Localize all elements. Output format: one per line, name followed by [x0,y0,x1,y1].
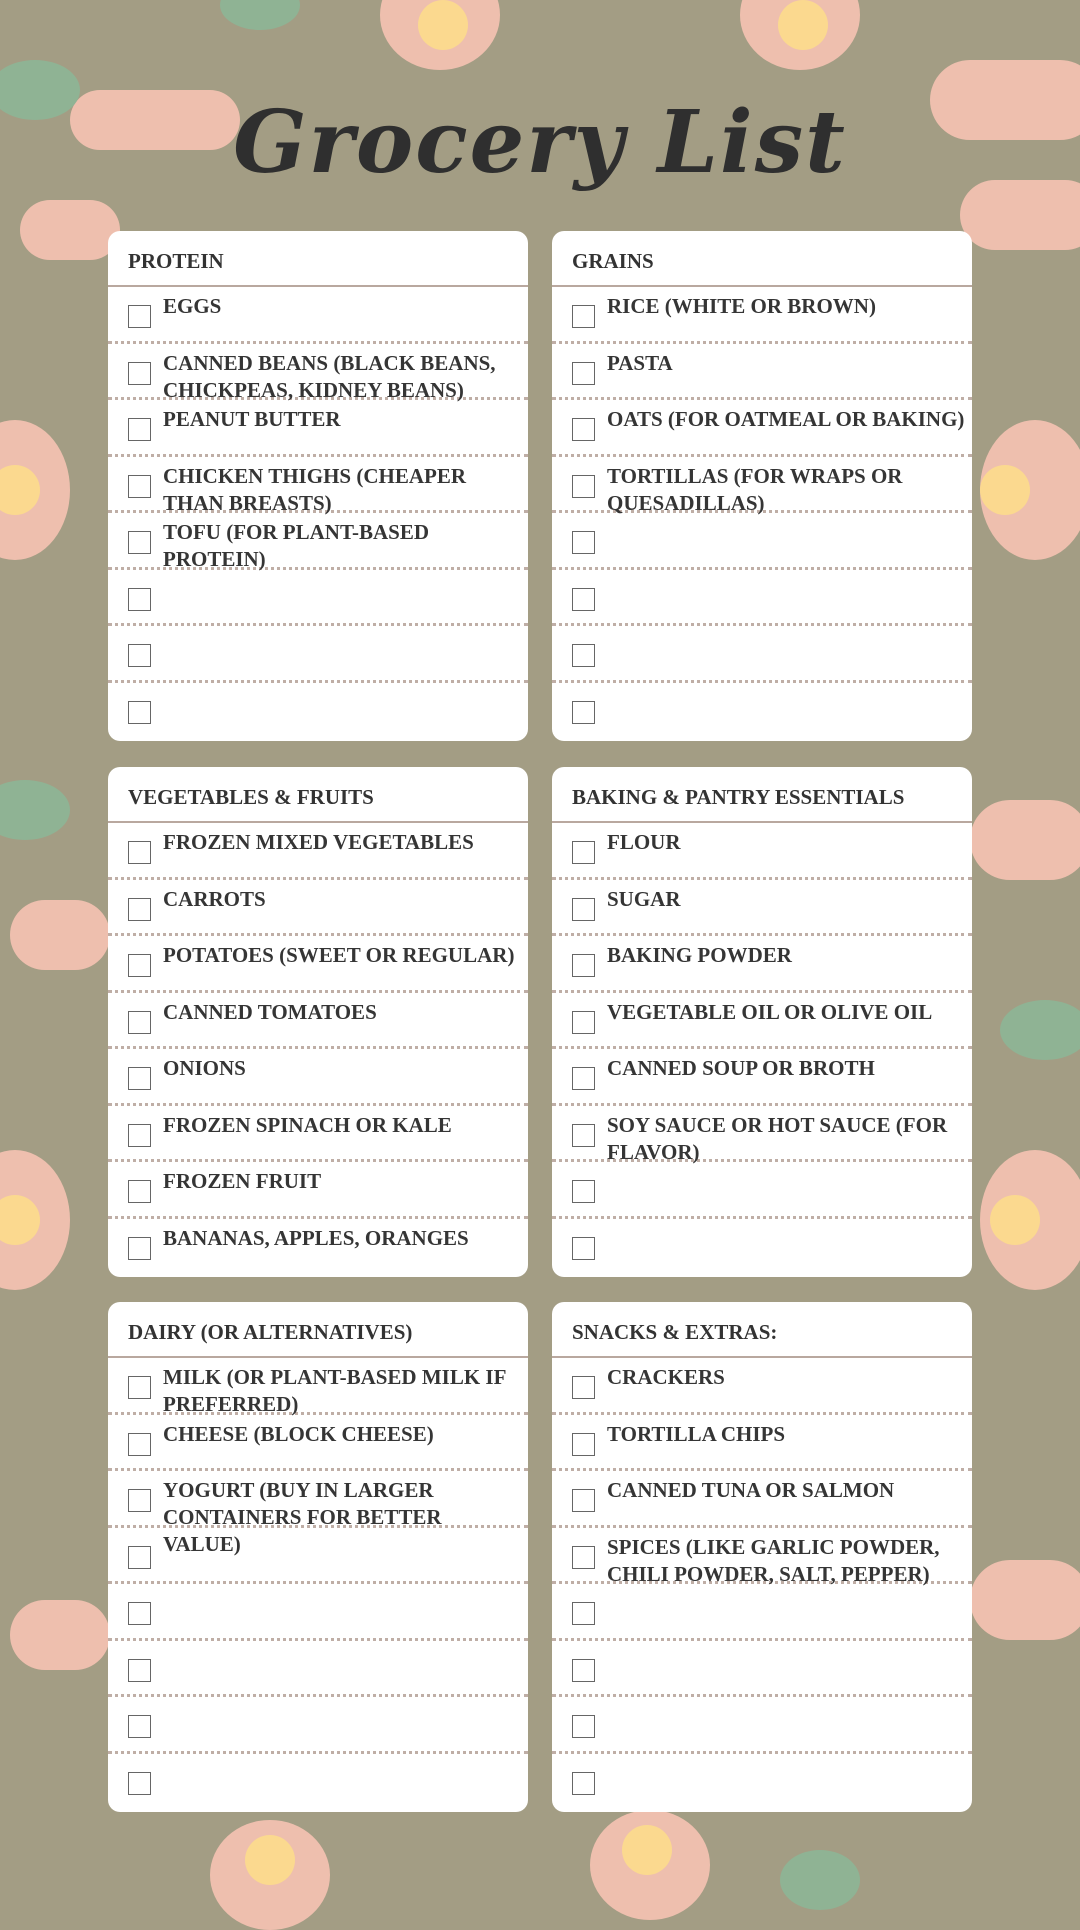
item-label: TORTILLA CHIPS [607,1421,786,1446]
item-label: ONIONS [163,1056,246,1080]
list-item [108,1219,528,1276]
checkbox[interactable] [572,1237,595,1260]
checkbox[interactable] [128,1376,151,1399]
item-label: SUGAR [607,886,681,911]
list-item [108,344,528,401]
checkbox[interactable] [572,1011,595,1034]
item-label: CHEESE (BLOCK CHEESE) [163,1421,434,1446]
checkbox[interactable] [128,1180,151,1203]
list-item [552,344,972,401]
checkbox[interactable] [572,588,595,611]
list-item [552,1106,972,1163]
list-item [108,936,528,993]
checkbox[interactable] [128,1772,151,1795]
item-label: CANNED TUNA OR SALMON [607,1478,895,1502]
item-label: BAKING POWDER [607,943,792,967]
list-item [108,1162,528,1219]
checkbox[interactable] [128,1124,151,1147]
list-item [108,880,528,937]
item-label: MILK (OR PLANT-BASED MILK IF PREFERRED) [163,1365,506,1416]
item-label: CHICKEN THIGHS (CHEAPER THAN BREASTS) [163,463,466,515]
card-protein [108,231,528,741]
list-item [552,1415,972,1472]
item-label: TORTILLAS (FOR WRAPS OR QUESADILLAS) [607,463,903,515]
list-item [552,1584,972,1641]
checkbox[interactable] [572,1546,595,1569]
list-item [552,400,972,457]
checkbox[interactable] [572,644,595,667]
checkbox[interactable] [128,1659,151,1682]
checkbox[interactable] [128,362,151,385]
item-label: EGGS [163,294,222,318]
list-item [552,287,972,344]
checkbox[interactable] [572,305,595,328]
checkbox[interactable] [128,898,151,921]
checkbox[interactable] [572,1124,595,1147]
list-item [108,1697,528,1754]
item-label: RICE (WHITE OR BROWN) [607,294,876,318]
checkbox[interactable] [128,1546,151,1569]
checkbox[interactable] [572,362,595,385]
item-label: FLOUR [607,830,681,854]
checkbox[interactable] [572,1489,595,1512]
checkbox[interactable] [128,841,151,864]
item-label: YOGURT (BUY IN LARGER CONTAINERS FOR BETTER VALUE) [163,1478,442,1556]
checkbox[interactable] [572,898,595,921]
checkbox[interactable] [572,418,595,441]
list-item [108,513,528,570]
item-label: PASTA [607,350,673,375]
card-baking-pantry [552,767,972,1277]
card-dairy [108,1302,528,1812]
list-item [552,457,972,514]
list-item [552,880,972,937]
card-grains [552,231,972,741]
list-item [552,1754,972,1811]
list-item [552,1471,972,1528]
list-item [108,1358,528,1415]
checkbox[interactable] [128,305,151,328]
item-label: FROZEN MIXED VEGETABLES [163,830,474,854]
list-item [552,1528,972,1585]
checkbox[interactable] [128,1011,151,1034]
item-label: CRACKERS [607,1365,725,1389]
checkbox[interactable] [128,475,151,498]
list-item [108,1641,528,1698]
checkbox[interactable] [128,418,151,441]
card-heading: DAIRY (OR ALTERNATIVES) [108,1302,528,1358]
checkbox[interactable] [572,1715,595,1738]
checkbox[interactable] [128,1602,151,1625]
list-item [108,626,528,683]
list-item [552,626,972,683]
item-label: CANNED TOMATOES [163,999,377,1024]
item-label: FROZEN FRUIT [163,1169,322,1193]
list-item [552,513,972,570]
item-label: TOFU (FOR PLANT-BASED PROTEIN) [163,520,430,571]
card-snacks-extras [552,1302,972,1812]
item-label: SPICES (LIKE GARLIC POWDER, CHILI POWDER, SALT, PEPPER) [607,1534,940,1586]
list-item [552,570,972,627]
checkbox[interactable] [572,1772,595,1795]
item-label: CANNED SOUP OR BROTH [607,1056,875,1080]
list-item [552,823,972,880]
list-item [108,287,528,344]
checkbox[interactable] [572,1433,595,1456]
item-label: VEGETABLE OIL OR OLIVE OIL [607,999,933,1024]
item-label: BANANAS, APPLES, ORANGES [163,1225,469,1250]
list-item [108,1471,528,1556]
list-item [108,1049,528,1106]
card-heading: GRAINS [552,231,972,287]
checkbox[interactable] [128,701,151,724]
checkbox[interactable] [572,1376,595,1399]
checkbox[interactable] [128,588,151,611]
checkbox[interactable] [572,475,595,498]
item-label: CANNED BEANS (BLACK BEANS, CHICKPEAS, KIDNEY BEANS) [163,350,496,402]
checkbox[interactable] [128,1067,151,1090]
item-label: POTATOES (SWEET OR REGULAR) [163,943,515,967]
checkbox[interactable] [572,1067,595,1090]
card-heading: PROTEIN [108,231,528,287]
list-item [108,993,528,1050]
item-label: PEANUT BUTTER [163,407,341,431]
checkbox[interactable] [128,644,151,667]
checkbox[interactable] [572,1602,595,1625]
list-item [108,400,528,457]
card-heading: SNACKS & EXTRAS: [552,1302,972,1358]
list-item [108,683,528,740]
item-label: FROZEN SPINACH OR KALE [163,1112,452,1137]
checkbox[interactable] [128,1237,151,1260]
list-item [552,936,972,993]
item-label: CARROTS [163,886,266,911]
list-item [552,1358,972,1415]
list-item [108,1106,528,1163]
list-item [552,1219,972,1276]
checkbox[interactable] [128,954,151,977]
list-item [108,1584,528,1641]
list-item [108,1754,528,1811]
checkbox[interactable] [572,954,595,977]
card-heading: VEGETABLES & FRUITS [108,767,528,823]
checkbox[interactable] [572,841,595,864]
page-title: Grocery List [233,92,847,193]
list-item [108,1415,528,1472]
list-item [552,1697,972,1754]
list-item [552,1049,972,1106]
checkbox[interactable] [572,1180,595,1203]
list-item [552,1641,972,1698]
list-item [108,570,528,627]
checkbox[interactable] [128,1715,151,1738]
list-item [552,683,972,740]
card-heading: BAKING & PANTRY ESSENTIALS [552,767,972,823]
card-vegetables-fruits [108,767,528,1277]
list-item [552,993,972,1050]
item-label: SOY SAUCE OR HOT SAUCE (FOR FLAVOR) [607,1112,948,1164]
item-label: OATS (FOR OATMEAL OR BAKING) [607,407,965,431]
list-item [108,823,528,880]
checkbox[interactable] [572,701,595,724]
list-item [108,457,528,514]
checkbox[interactable] [572,1659,595,1682]
checkbox[interactable] [128,531,151,554]
checkbox[interactable] [572,531,595,554]
checkbox[interactable] [128,1489,151,1512]
checkbox[interactable] [128,1433,151,1456]
list-item [552,1162,972,1219]
